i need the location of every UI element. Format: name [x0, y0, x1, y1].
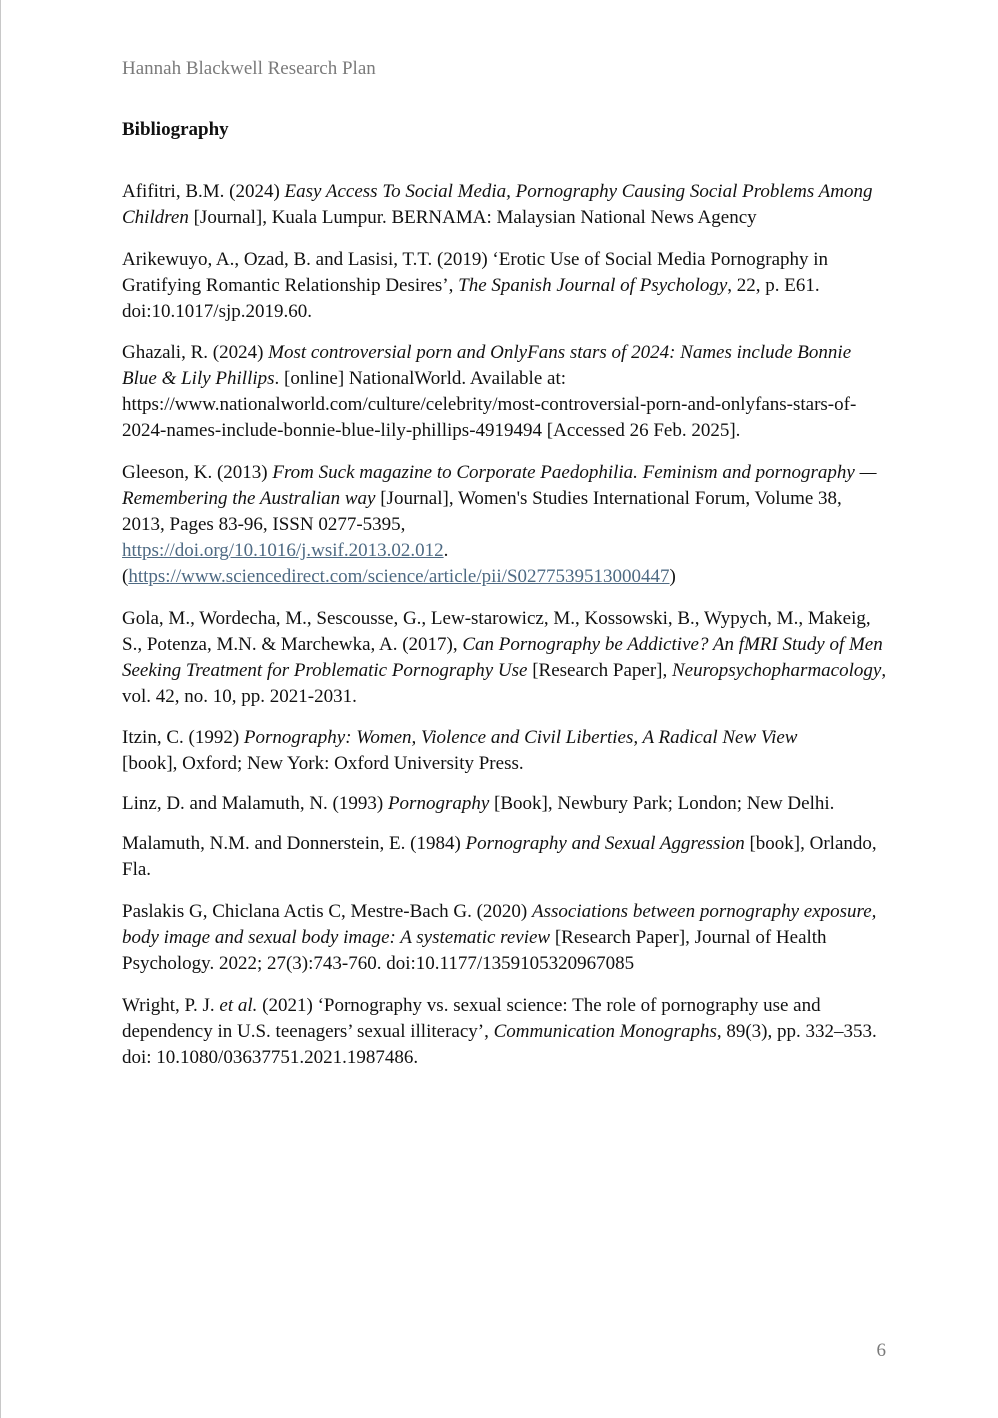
- bib-entry-ghazali: [122, 340, 887, 444]
- bib-author-date: Afifitri, B.M. (2024): [122, 181, 285, 202]
- bib-author-date: Gleeson, K. (2013): [122, 462, 273, 483]
- bib-details: [Research Paper], Journal of Health Psychology. 2022; 27(3):743-760. doi:10.1177/1359105320967085: [122, 927, 827, 974]
- bib-entry-wright: [122, 993, 887, 1071]
- doi-link[interactable]: https://doi.org/10.1016/j.wsif.2013.02.012: [122, 540, 444, 561]
- bib-paren-close: ): [669, 566, 676, 587]
- page-number: 6: [876, 1340, 886, 1361]
- bib-journal: Communication Monographs: [493, 1021, 717, 1042]
- bib-entry-gola: [122, 606, 887, 710]
- bib-entry-afifitri: [122, 179, 887, 231]
- bib-entry-malamuth: [122, 831, 887, 883]
- bib-journal: Neuropsychopharmacology: [672, 660, 882, 681]
- bib-entry-arikewuyo: [122, 247, 887, 325]
- bib-title: Most controversial porn and OnlyFans stars of 2024: Names include Bonnie Blue & Lily Phillips: [122, 342, 852, 389]
- bib-details: , 89(3), pp. 332–353. doi: 10.1080/03637751.2021.1987486.: [122, 1021, 877, 1068]
- bib-details: [Journal], Women's Studies International Forum, Volume 38, 2013, Pages 83-96, ISSN 0277-5395,: [122, 488, 842, 535]
- bib-title: Can Pornography be Addictive? An fMRI Study of Men Seeking Treatment for Problematic Pornography Use: [122, 634, 883, 681]
- bibliography-heading: Bibliography: [122, 119, 229, 140]
- bib-author-date: Itzin, C. (1992): [122, 727, 244, 748]
- bib-author-date: Malamuth, N.M. and Donnerstein, E. (1984): [122, 833, 466, 854]
- bib-et-al: et al.: [219, 995, 258, 1016]
- bib-date-title: (2021) ‘Pornography vs. sexual science: The role of pornography use and dependency in U.S. teenagers’ sexual illiteracy’,: [122, 995, 821, 1042]
- bib-entry-itzin: [122, 725, 887, 777]
- bib-title: Easy Access To Social Media, Pornography Causing Social Problems Among Children: [122, 181, 873, 228]
- bib-entry-paslakis: [122, 899, 887, 977]
- bib-title: Pornography: Women, Violence and Civil Liberties, A Radical New View: [243, 727, 798, 748]
- bib-author-date: Paslakis G, Chiclana Actis C, Mestre-Bach G. (2020): [122, 901, 533, 922]
- bibliography-list: [122, 179, 887, 1087]
- running-header: Hannah Blackwell Research Plan: [122, 58, 376, 79]
- bib-details: [Journal], Kuala Lumpur. BERNAMA: Malaysian National News Agency: [188, 207, 757, 228]
- bib-title: From Suck magazine to Corporate Paedophilia. Feminism and pornography — Remembering the Australian way: [122, 462, 877, 509]
- bib-journal: The Spanish Journal of Psychology: [458, 275, 728, 296]
- bib-title: Associations between pornography exposure, body image and sexual body image: A systematic review: [122, 901, 877, 948]
- bib-details: , 22, p. E61. doi:10.1017/sjp.2019.60.: [122, 275, 820, 322]
- bib-details: [book], Oxford; New York: Oxford University Press.: [122, 753, 524, 774]
- bib-details: [Research Paper],: [527, 660, 672, 681]
- sciencedirect-link[interactable]: https://www.sciencedirect.com/science/article/pii/S0277539513000447: [128, 566, 670, 587]
- bib-author: Wright, P. J.: [122, 995, 220, 1016]
- bib-entry-linz: [122, 791, 887, 817]
- bib-author-date: Ghazali, R. (2024): [122, 342, 269, 363]
- bib-details: [book], Orlando, Fla.: [122, 833, 877, 880]
- bib-author-date: Linz, D. and Malamuth, N. (1993): [122, 793, 388, 814]
- bib-title: Pornography and Sexual Aggression: [465, 833, 745, 854]
- bib-punctuation: .: [443, 540, 449, 561]
- bib-accessed: [Accessed 26 Feb. 2025].: [542, 420, 741, 441]
- bib-volume: , vol. 42, no. 10, pp. 2021-2031.: [122, 660, 887, 707]
- bib-title: Pornography: [387, 793, 490, 814]
- bib-url-text: https://www.nationalworld.com/culture/celebrity/most-controversial-porn-and-onlyfans-stars-of-2024-names-include-bonnie-blue-lily-phillips-4919494: [122, 394, 857, 441]
- bib-author-title: Arikewuyo, A., Ozad, B. and Lasisi, T.T. (2019) ‘Erotic Use of Social Media Pornography in Gratifying Romantic Relationship Desires’,: [122, 249, 829, 296]
- bib-details: [Book], Newbury Park; London; New Delhi.: [489, 793, 835, 814]
- bib-author-date: Gola, M., Wordecha, M., Sescousse, G., Lew-starowicz, M., Kossowski, B., Wypych, M., Makeig, S., Potenza, M.N. & Marchewka, A. (2017),: [122, 608, 871, 655]
- bib-entry-gleeson: [122, 460, 887, 590]
- bib-details: . [online] NationalWorld. Available at:: [274, 368, 567, 389]
- bib-paren-open: (: [122, 566, 129, 587]
